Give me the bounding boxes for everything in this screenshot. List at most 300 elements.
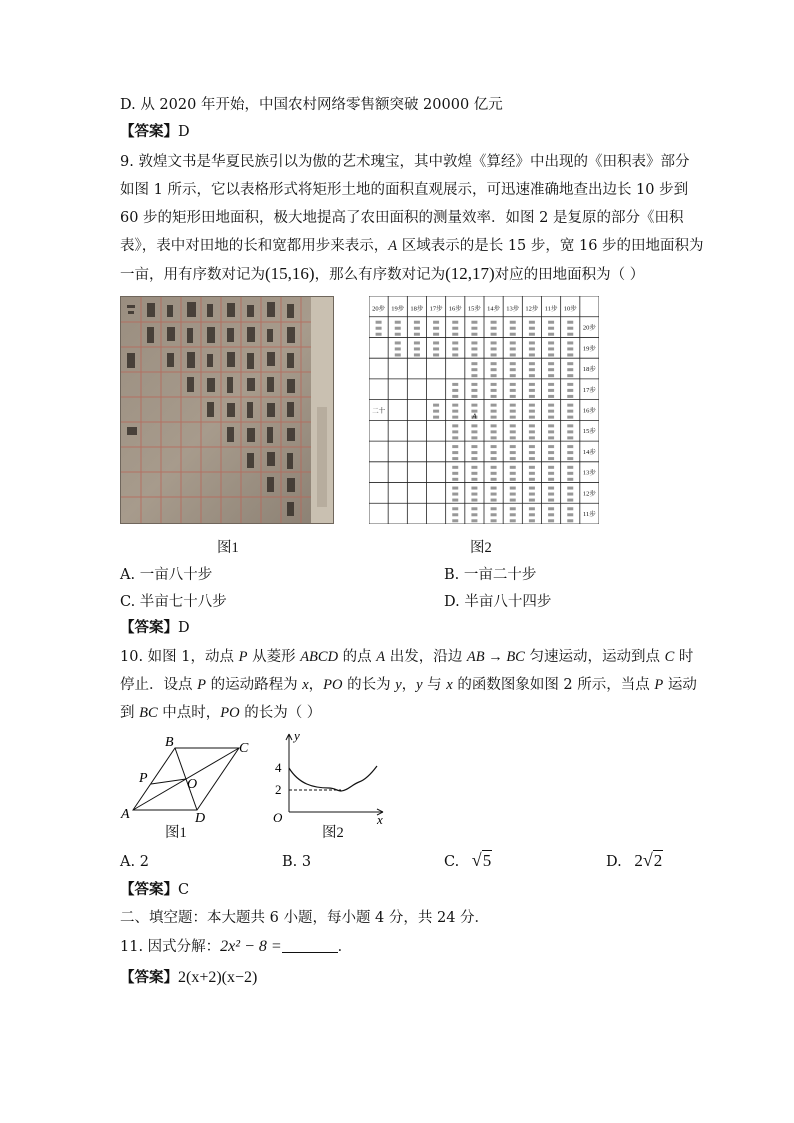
- cell-glyph: [567, 466, 573, 469]
- axis-label-x: x: [377, 812, 383, 824]
- text: 与: [422, 677, 447, 693]
- cell-glyph: [567, 368, 573, 371]
- cell-glyph: [452, 436, 458, 439]
- math-var: A: [388, 238, 398, 254]
- cell-glyph: [491, 416, 497, 419]
- text: 出发，沿边: [385, 649, 467, 665]
- cell-glyph: [491, 457, 497, 460]
- table-header: 19步: [391, 305, 405, 313]
- ordered-pair: (12,17): [445, 264, 495, 283]
- cell-glyph: [471, 353, 477, 356]
- cell-glyph: [548, 472, 554, 475]
- cell-glyph: [433, 321, 439, 324]
- cell-glyph: [376, 321, 382, 324]
- cell-glyph: [471, 499, 477, 502]
- cell-glyph: [510, 389, 516, 392]
- cell-glyph: [529, 451, 535, 454]
- cell-glyph: [395, 347, 401, 350]
- cell-glyph: [491, 493, 497, 496]
- table-header: 20步: [372, 305, 386, 313]
- cell-glyph: [510, 383, 516, 386]
- cell-glyph: [452, 487, 458, 490]
- table-header: 17步: [429, 305, 443, 313]
- cell-glyph: [471, 341, 477, 344]
- cell-glyph: [491, 424, 497, 427]
- cell-glyph: [510, 478, 516, 481]
- math-var: x: [446, 677, 453, 693]
- q8-option-d: D. 从 2020 年开始，中国农村网络零售额突破 20000 亿元: [120, 97, 503, 113]
- cell-glyph: [529, 493, 535, 496]
- cell-glyph: [376, 327, 382, 330]
- q10-option-c: [444, 850, 492, 872]
- cell-glyph: [471, 383, 477, 386]
- cell-glyph: [567, 424, 573, 427]
- q9-option-b: B. 一亩二十步: [444, 567, 537, 583]
- cell-glyph: [510, 451, 516, 454]
- cell-glyph: [548, 383, 554, 386]
- cell-glyph: [567, 321, 573, 324]
- math-var: C: [664, 649, 675, 665]
- cell-glyph: [452, 389, 458, 392]
- cell-glyph: [510, 472, 516, 475]
- cell-glyph: [491, 478, 497, 481]
- cell-glyph: [567, 451, 573, 454]
- cell-glyph: [529, 472, 535, 475]
- cell-glyph: [567, 389, 573, 392]
- cell-glyph: [548, 374, 554, 377]
- cell-glyph: [452, 404, 458, 407]
- cell-glyph: [452, 466, 458, 469]
- cell-glyph: [567, 487, 573, 490]
- cell-glyph: [452, 451, 458, 454]
- cell-glyph: [567, 513, 573, 516]
- cell-glyph: [491, 410, 497, 413]
- table-grid: [369, 296, 599, 524]
- q10-fig2-caption: 图2: [322, 825, 344, 841]
- cell-glyph: [452, 410, 458, 413]
- cell-glyph: [567, 445, 573, 448]
- cell-glyph: [471, 507, 477, 510]
- label-b: B: [165, 735, 174, 750]
- cell-glyph: [548, 519, 554, 522]
- cell-glyph: [567, 499, 573, 502]
- cell-glyph: [452, 347, 458, 350]
- cell-glyph: [452, 493, 458, 496]
- text: 对应的田地面积为（ ）: [494, 267, 645, 283]
- cell-glyph: [491, 389, 497, 392]
- cell-glyph: [414, 321, 420, 324]
- q9-line-5: [120, 264, 644, 285]
- cell-glyph: [376, 333, 382, 336]
- cell-glyph: [471, 436, 477, 439]
- table-row-label: 15步: [582, 428, 596, 436]
- cell-glyph: [452, 478, 458, 481]
- table-header: 18步: [410, 305, 424, 313]
- text: 运动: [663, 677, 697, 693]
- cell-glyph: [471, 430, 477, 433]
- cell-glyph: [510, 321, 516, 324]
- cell-glyph: [567, 416, 573, 419]
- radical-sign: √: [642, 850, 653, 870]
- cell-glyph: [471, 487, 477, 490]
- cell-glyph: [452, 445, 458, 448]
- text: 中点时，: [157, 705, 221, 721]
- cell-glyph: [510, 347, 516, 350]
- cell-glyph: [395, 327, 401, 330]
- cell-glyph: [529, 499, 535, 502]
- table-row-label: 19步: [582, 345, 596, 353]
- cell-glyph: [471, 374, 477, 377]
- q10-line-2: [120, 675, 697, 695]
- math-var: y: [416, 677, 423, 693]
- cell-glyph: [567, 362, 573, 365]
- cell-glyph: [452, 519, 458, 522]
- answer-label: 【答案】: [120, 969, 178, 986]
- label-p: P: [139, 771, 148, 786]
- cell-glyph: [529, 445, 535, 448]
- q10-option-d: [606, 850, 663, 872]
- cell-glyph: [433, 347, 439, 350]
- cell-glyph: [567, 478, 573, 481]
- label-o: O: [187, 777, 198, 792]
- math-var: PO: [220, 705, 240, 721]
- cell-glyph: [433, 353, 439, 356]
- cell-glyph: [510, 416, 516, 419]
- cell-glyph: [491, 353, 497, 356]
- q10-line-3: [120, 703, 321, 723]
- cell-glyph: [471, 472, 477, 475]
- cell-glyph: [471, 424, 477, 427]
- cell-glyph: [548, 416, 554, 419]
- cell-glyph: [567, 383, 573, 386]
- q9-line-3: 60 步的矩形田地面积，极大地提高了农田面积的测量效率．如图 2 是复原的部分《田积: [120, 210, 684, 226]
- text: ．: [337, 939, 353, 955]
- cell-glyph: [471, 389, 477, 392]
- cell-glyph: [529, 404, 535, 407]
- cell-glyph: [491, 513, 497, 516]
- text: ，那么有序数对记为: [314, 267, 446, 283]
- cell-glyph: [510, 410, 516, 413]
- function-graph: [265, 728, 395, 824]
- cell-glyph: [491, 368, 497, 371]
- cell-glyph: [471, 395, 477, 398]
- cell-glyph: [510, 507, 516, 510]
- cell-glyph: [548, 368, 554, 371]
- cell-glyph: [510, 368, 516, 371]
- cell-glyph: [452, 507, 458, 510]
- answer-value: D: [178, 124, 190, 140]
- cell-glyph: [491, 466, 497, 469]
- cell-glyph: [567, 457, 573, 460]
- cell-glyph: [491, 362, 497, 365]
- cell-glyph: [491, 519, 497, 522]
- cell-glyph: [548, 410, 554, 413]
- cell-glyph: [529, 347, 535, 350]
- answer-value: 2(x+2)(x−2): [178, 969, 258, 986]
- cell-glyph: [452, 416, 458, 419]
- cell-glyph: [510, 430, 516, 433]
- table-header: 16步: [448, 305, 462, 313]
- q10-line-1: [120, 647, 693, 667]
- q9-line-4: [120, 236, 704, 256]
- table-header: 12步: [525, 305, 539, 313]
- q10-option-a: A. 2: [120, 854, 149, 870]
- sqrt-expression: [634, 850, 663, 871]
- answer-label: 【答案】: [120, 619, 178, 636]
- cell-glyph: [471, 513, 477, 516]
- text: 的函数图象如图 2 所示，当点: [452, 677, 655, 693]
- cell-glyph: [548, 478, 554, 481]
- q9-fig2-caption: 图2: [470, 540, 492, 556]
- cell-glyph: [529, 424, 535, 427]
- q8-answer: [120, 122, 190, 142]
- table-row-label: 20步: [582, 324, 596, 332]
- q9-answer: [120, 618, 190, 638]
- expression: 2x² − 8 =: [220, 938, 282, 955]
- cell-glyph: [491, 404, 497, 407]
- answer-label: 【答案】: [120, 123, 178, 140]
- cell-glyph: [491, 499, 497, 502]
- answer-value: D: [178, 620, 190, 636]
- cell-glyph: [567, 493, 573, 496]
- cell-glyph: [433, 416, 439, 419]
- cell-glyph: [510, 374, 516, 377]
- cell-glyph: [471, 327, 477, 330]
- cell-glyph: [510, 424, 516, 427]
- cell-glyph: [491, 374, 497, 377]
- cell-glyph: [529, 507, 535, 510]
- cell-glyph: [529, 321, 535, 324]
- cell-glyph: [548, 451, 554, 454]
- cell-glyph: [433, 333, 439, 336]
- origin-label: O: [273, 810, 283, 824]
- cell-glyph: [529, 478, 535, 481]
- cell-glyph: [510, 404, 516, 407]
- math-var: P: [654, 677, 664, 693]
- table-header: 10步: [563, 305, 577, 313]
- cell-glyph: [529, 487, 535, 490]
- cell-glyph: [510, 487, 516, 490]
- axis-label-y: y: [294, 728, 300, 743]
- cell-glyph: [414, 327, 420, 330]
- text: 停止．设点: [120, 677, 198, 693]
- tick-4: 4: [275, 760, 282, 775]
- cell-glyph: [433, 327, 439, 330]
- cell-glyph: [471, 457, 477, 460]
- cell-glyph: [567, 333, 573, 336]
- cell-glyph: [510, 445, 516, 448]
- cell-glyph: [471, 466, 477, 469]
- cell-glyph: [471, 362, 477, 365]
- cell-glyph: [433, 410, 439, 413]
- sqrt-expression: [472, 850, 492, 871]
- cell-glyph: [491, 383, 497, 386]
- answer-value: C: [178, 882, 190, 898]
- cell-glyph: [452, 321, 458, 324]
- cell-glyph: [491, 451, 497, 454]
- cell-glyph: [567, 472, 573, 475]
- cell-glyph: [491, 327, 497, 330]
- q9-option-a: A. 一亩八十步: [120, 567, 213, 583]
- math-var: PO: [323, 677, 343, 693]
- cell-glyph: [510, 493, 516, 496]
- math-var: y: [395, 677, 402, 693]
- cell-glyph: [433, 341, 439, 344]
- cell-glyph: [567, 327, 573, 330]
- q11-answer: [120, 968, 257, 988]
- cell-glyph: [548, 424, 554, 427]
- cell-glyph: [395, 321, 401, 324]
- text: 的运动路程为: [205, 677, 303, 693]
- cell-glyph: [491, 487, 497, 490]
- cell-glyph: [452, 327, 458, 330]
- cell-glyph: [471, 333, 477, 336]
- cell-glyph: [491, 472, 497, 475]
- ordered-pair: (15,16): [265, 264, 315, 283]
- radicand: 5: [482, 851, 492, 870]
- cell-glyph: [548, 507, 554, 510]
- cell-glyph: [510, 513, 516, 516]
- dunhuang-manuscript-photo: [120, 296, 334, 524]
- table-row-label: 17步: [582, 386, 596, 394]
- radicand: 2: [653, 851, 663, 870]
- cell-glyph: [548, 321, 554, 324]
- table-header: 15步: [467, 305, 481, 313]
- cell-glyph: [548, 466, 554, 469]
- cell-glyph: [529, 466, 535, 469]
- cell-glyph: [510, 395, 516, 398]
- cell-glyph: [548, 430, 554, 433]
- label-d: D: [195, 811, 206, 822]
- tick-2: 2: [275, 782, 282, 797]
- cell-glyph: [529, 368, 535, 371]
- cell-glyph: [567, 374, 573, 377]
- cell-glyph: [395, 353, 401, 356]
- table-row-label: 18步: [582, 366, 596, 374]
- cell-glyph: [548, 333, 554, 336]
- table-header: 14步: [487, 305, 501, 313]
- cell-glyph: [414, 353, 420, 356]
- cell-glyph: [529, 327, 535, 330]
- cell-glyph: [529, 383, 535, 386]
- table-mark-a: A: [472, 412, 477, 421]
- cell-glyph: [491, 430, 497, 433]
- cell-glyph: [510, 353, 516, 356]
- cell-glyph: [395, 333, 401, 336]
- cell-glyph: [567, 410, 573, 413]
- cell-glyph: [510, 327, 516, 330]
- text: 11. 因式分解：: [120, 939, 221, 955]
- cell-glyph: [567, 341, 573, 344]
- cell-glyph: [471, 478, 477, 481]
- cell-glyph: [471, 445, 477, 448]
- cell-glyph: [529, 362, 535, 365]
- cell-glyph: [548, 445, 554, 448]
- cell-glyph: [529, 410, 535, 413]
- cell-glyph: [548, 487, 554, 490]
- cell-glyph: [548, 457, 554, 460]
- cell-glyph: [491, 321, 497, 324]
- cell-glyph: [414, 333, 420, 336]
- label-c: C: [239, 741, 249, 756]
- cell-glyph: [452, 430, 458, 433]
- text: 从菱形: [247, 649, 301, 665]
- cell-glyph: [567, 507, 573, 510]
- cell-glyph: [529, 333, 535, 336]
- text: 10. 如图 1，动点: [120, 649, 239, 665]
- cell-glyph: [567, 395, 573, 398]
- answer-label: 【答案】: [120, 881, 178, 898]
- cell-glyph: [452, 333, 458, 336]
- cell-glyph: [567, 347, 573, 350]
- cell-glyph: [548, 395, 554, 398]
- table-row-label: 13步: [582, 469, 596, 477]
- cell-glyph: [471, 347, 477, 350]
- math-var: P: [238, 649, 248, 665]
- text: 区域表示的是长 15 步，宽 16 步的田地面积为: [397, 238, 704, 254]
- cell-glyph: [510, 341, 516, 344]
- table-row-label: 11步: [583, 511, 596, 519]
- cell-glyph: [548, 499, 554, 502]
- text: ，: [308, 677, 324, 693]
- cell-glyph: [491, 347, 497, 350]
- text: 的长为: [342, 677, 396, 693]
- q9-option-d: D. 半亩八十四步: [444, 594, 552, 610]
- cell-glyph: [491, 341, 497, 344]
- cell-glyph: [548, 327, 554, 330]
- table-row-label: 16步: [582, 407, 596, 415]
- cell-glyph: [529, 389, 535, 392]
- cell-glyph: [510, 457, 516, 460]
- math-var: AB → BC: [466, 649, 525, 665]
- cell-glyph: [548, 347, 554, 350]
- field-area-table: [369, 296, 599, 528]
- rhombus-figure: [115, 732, 265, 822]
- text: ，: [401, 677, 417, 693]
- radical-sign: √: [471, 850, 482, 870]
- text: 匀速运动，运动到点: [524, 649, 665, 665]
- text: 一亩，用有序数对记为: [120, 267, 265, 283]
- table-header: 11步: [544, 305, 558, 313]
- manuscript-drawing: [121, 297, 333, 523]
- cell-glyph: [452, 499, 458, 502]
- cell-glyph: [452, 353, 458, 356]
- cell-glyph: [529, 457, 535, 460]
- math-var: BC: [139, 705, 158, 721]
- cell-glyph: [529, 341, 535, 344]
- cell-glyph: [510, 333, 516, 336]
- cell-glyph: [471, 368, 477, 371]
- cell-glyph: [529, 353, 535, 356]
- cell-glyph: [414, 347, 420, 350]
- cell-glyph: [471, 321, 477, 324]
- q9-line-2: 如图 1 所示，它以表格形式将矩形土地的面积直观展示，可迅速准确地查出边长 10 步到: [120, 182, 689, 198]
- cell-glyph: [510, 466, 516, 469]
- cell-glyph: [548, 404, 554, 407]
- cell-glyph: [491, 507, 497, 510]
- cell-glyph: [491, 436, 497, 439]
- cell-glyph: [471, 451, 477, 454]
- text: 时: [674, 649, 694, 665]
- table-header: 13步: [506, 305, 520, 313]
- cell-glyph: [452, 341, 458, 344]
- cell-glyph: [529, 395, 535, 398]
- table-row-label: 14步: [582, 448, 596, 456]
- cell-glyph: [548, 493, 554, 496]
- math-var: A: [376, 649, 386, 665]
- cell-glyph: [529, 430, 535, 433]
- cell-glyph: [471, 493, 477, 496]
